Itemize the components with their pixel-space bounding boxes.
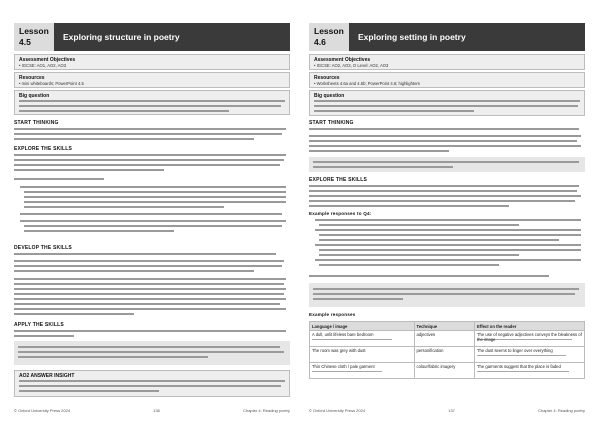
big-question-heading: Big question (19, 93, 50, 99)
text-line (20, 213, 282, 215)
text-line (314, 100, 580, 102)
cell-text: Thin Chinese cloth / pale garment (312, 364, 375, 369)
text-line (20, 220, 286, 222)
answer-insight-heading: AO2 ANSWER INSIGHT (19, 373, 75, 379)
section-heading: EXPLORE THE SKILLS (309, 177, 368, 183)
footer-copyright: © Oxford University Press 2024 (309, 408, 366, 413)
lesson-header (309, 23, 585, 51)
lesson-label: Lesson (314, 26, 344, 36)
text-line (319, 254, 519, 256)
objectives-heading: Assessment Objectives (19, 57, 76, 63)
text-line (14, 278, 286, 280)
section-heading: EXPLORE THE SKILLS (14, 146, 73, 152)
text-line (309, 205, 509, 207)
big-question-heading: Big question (314, 93, 345, 99)
text-line (18, 356, 208, 358)
text-line (14, 298, 286, 300)
text-line (18, 351, 284, 353)
objectives-item: • IGCSE: AO1, AO2, AO3 (19, 63, 67, 68)
text-line (14, 159, 284, 161)
text-line (477, 371, 569, 372)
text-line (309, 185, 579, 187)
table-cell (475, 363, 585, 379)
text-line (315, 259, 581, 261)
text-line (19, 105, 281, 107)
text-line (19, 390, 159, 392)
text-line (319, 264, 499, 266)
text-line (14, 154, 286, 156)
objectives-box (309, 54, 585, 70)
text-line (14, 164, 280, 166)
lesson-code: 4.5 (19, 37, 31, 47)
footer-page-number: 137 (448, 408, 455, 413)
resources-heading: Resources (19, 75, 45, 81)
example-heading: Example responses to Q4: (309, 211, 372, 216)
page-right (309, 0, 589, 424)
text-line (24, 196, 286, 198)
text-line (313, 161, 579, 163)
text-line (309, 150, 449, 152)
text-line (315, 244, 581, 246)
cell-text: The dust seems to linger over everything (477, 348, 553, 353)
lesson-label: Lesson (19, 26, 49, 36)
table-header: Effect on the reader (475, 322, 585, 331)
text-line (20, 186, 286, 188)
text-line (309, 140, 577, 142)
cell-text: The garments suggest that the place is faded (477, 364, 561, 369)
lesson-number (309, 23, 349, 51)
text-line (14, 128, 286, 130)
lesson-title: Exploring structure in poetry (54, 23, 290, 51)
text-line (313, 166, 453, 168)
text-line (312, 371, 382, 372)
footer-chapter: Chapter 4: Reading poetry (243, 408, 290, 413)
text-line (314, 110, 474, 112)
table-row (310, 363, 585, 379)
table-header-row (310, 322, 585, 331)
text-line (19, 110, 229, 112)
text-line (315, 229, 581, 231)
text-line (309, 275, 549, 277)
text-line (309, 190, 577, 192)
section-heading: START THINKING (14, 120, 59, 126)
big-question-box (14, 90, 290, 115)
text-line (319, 239, 559, 241)
text-line (14, 283, 284, 285)
section-heading: APPLY THE SKILLS (14, 322, 64, 328)
text-line (24, 225, 282, 227)
text-line (309, 195, 581, 197)
text-line (309, 200, 575, 202)
text-line (14, 288, 286, 290)
table-cell (475, 347, 585, 363)
text-line (313, 288, 579, 290)
resources-box (309, 72, 585, 88)
teacher-tip-box (309, 157, 585, 172)
lesson-number (14, 23, 54, 51)
text-line (19, 380, 285, 382)
text-line (14, 260, 284, 262)
objectives-box (14, 54, 290, 70)
objectives-heading: Assessment Objectives (314, 57, 371, 63)
text-line (24, 230, 174, 232)
footer-chapter: Chapter 4: Reading poetry (538, 408, 585, 413)
teacher-tip-box (14, 341, 290, 365)
teacher-tip-box (309, 283, 585, 307)
resources-heading: Resources (314, 75, 340, 81)
big-question-box (309, 90, 585, 116)
text-line (18, 346, 280, 348)
text-line (14, 335, 74, 337)
table-cell (414, 347, 475, 363)
footer-copyright: © Oxford University Press 2024 (14, 408, 71, 413)
text-line (14, 169, 164, 171)
table-row (310, 347, 585, 363)
text-line (14, 308, 286, 310)
section-heading: DEVELOP THE SKILLS (14, 245, 72, 251)
lesson-code: 4.6 (314, 37, 326, 47)
table-cell (414, 363, 475, 379)
text-line (314, 105, 578, 107)
text-line (477, 355, 566, 356)
table-cell (475, 331, 585, 347)
answer-insight-box (14, 370, 290, 397)
text-line (319, 234, 581, 236)
example-responses-heading: Example responses (309, 312, 356, 317)
text-line (24, 206, 224, 208)
text-line (313, 293, 575, 295)
table-cell (414, 331, 475, 347)
lesson-title: Exploring setting in poetry (349, 23, 585, 51)
text-line (19, 385, 281, 387)
resources-item: • Worksheets 4.6a and 4.6b; PowerPoint 4.6; highlighters (314, 81, 420, 86)
table-row (310, 331, 585, 347)
table-cell (310, 331, 415, 347)
text-line (14, 270, 254, 272)
text-line (14, 313, 134, 315)
page-footer (309, 408, 585, 413)
text-line (309, 128, 579, 130)
table-header: Technique (414, 322, 475, 331)
page-footer (14, 408, 290, 413)
text-line (14, 293, 284, 295)
text-line (14, 253, 276, 255)
text-line (309, 135, 581, 137)
table-header: Language / image (310, 322, 415, 331)
text-line (313, 298, 403, 300)
cell-text: The use of negative adjectives conveys the bleakness of the image (477, 332, 582, 342)
objectives-item: • IGCSE: AO2, AO3, O Level: AO2, AO3 (314, 63, 389, 68)
section-heading: START THINKING (309, 120, 354, 126)
text-line (14, 178, 104, 180)
page-left (14, 0, 294, 424)
table-cell (310, 363, 415, 379)
resources-item: • mini whiteboards; PowerPoint 4.5 (19, 81, 84, 86)
text-line (19, 100, 285, 102)
text-line (14, 265, 282, 267)
lesson-header (14, 23, 290, 51)
cell-text: colour/fabric imagery (416, 364, 456, 369)
text-line (319, 249, 581, 251)
text-line (24, 201, 286, 203)
example-table (309, 321, 585, 379)
text-line (319, 224, 519, 226)
cell-text: The room was grey with dust (312, 348, 366, 353)
cell-text: personification (416, 348, 444, 353)
text-line (309, 145, 581, 147)
text-line (24, 191, 286, 193)
text-line (14, 303, 280, 305)
resources-box (14, 72, 290, 88)
text-line (315, 219, 581, 221)
table-cell (310, 347, 415, 363)
text-line (14, 133, 282, 135)
text-line (312, 339, 392, 340)
text-line (14, 330, 286, 332)
footer-page-number: 136 (153, 408, 160, 413)
text-line (14, 138, 254, 140)
cell-text: adjectives (416, 332, 436, 337)
cell-text: A dull, unlit lifeless bare bedroom (312, 332, 374, 337)
